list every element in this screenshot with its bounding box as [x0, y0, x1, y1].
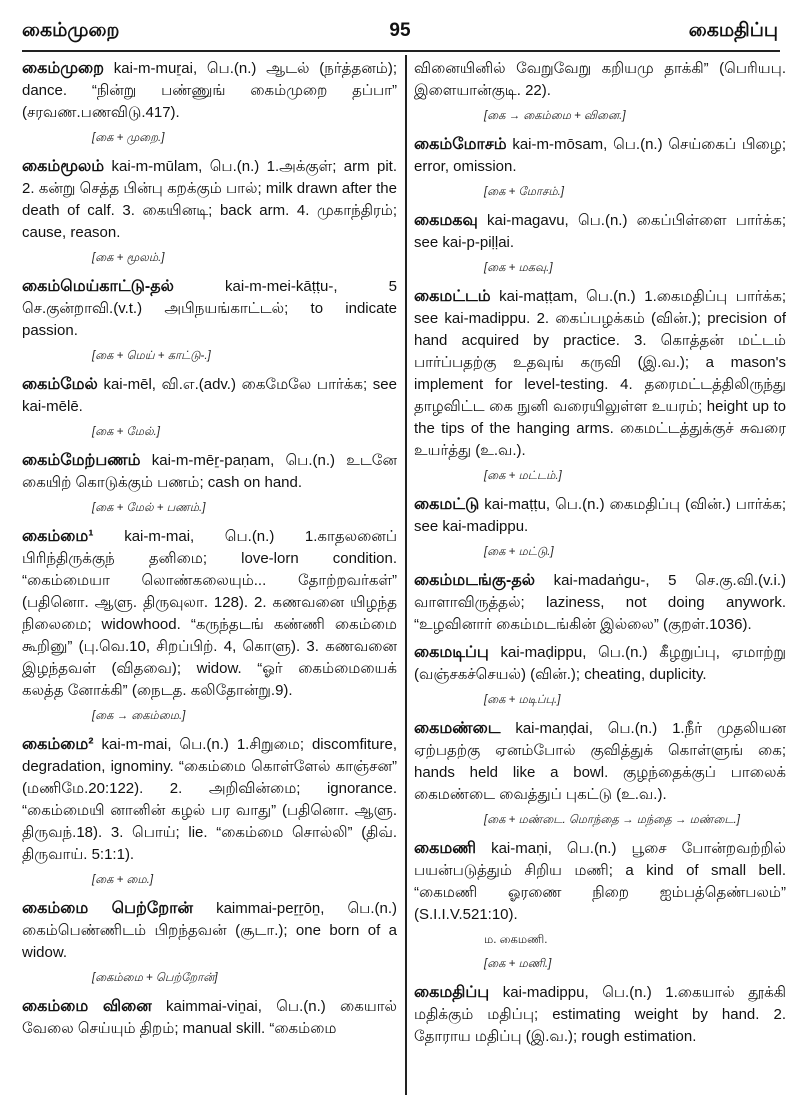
entry-definition: kai-madippu, பெ.(n.) 1.கையால் தூக்கி மதிக்கும் மதிப்பு; estimating weight by hand. 2. தோராய மதிப்பு (இ.வ.); rough estimation.	[414, 984, 786, 1045]
left-column	[22, 58, 397, 1098]
dictionary-entry	[414, 494, 786, 538]
entry-headword: கைமடிப்பு	[414, 644, 489, 661]
entry-definition: kai-maḍippu, பெ.(n.) கீழறுப்பு, ஏமாற்று (வஞ்சகச்செயல்) (வின்.); cheating, duplicity.	[414, 644, 786, 683]
dictionary-entry	[22, 58, 397, 124]
entry-headword: கைமட்டு	[414, 496, 480, 513]
etymology-note: [கை + மேல்.]	[92, 426, 160, 438]
etymology-note: [கை + மகவு.]	[484, 262, 553, 274]
dictionary-entry	[414, 570, 786, 636]
column-divider	[405, 55, 407, 1095]
running-head-left: கைம்முறை	[22, 20, 120, 41]
dictionary-entry	[414, 982, 786, 1048]
etymology-note: [கைம்மை + பெற்றோன்]	[92, 972, 218, 984]
dictionary-entry	[414, 58, 786, 102]
entry-definition: kai-m-mei-kāṭṭu-, 5 செ.குன்றாவி.(v.t.) அபிநயங்காட்டல்; to indicate passion.	[22, 278, 397, 339]
entry-headword: கைமணி	[414, 840, 477, 857]
entry-definition: kai-m-mūlam, பெ.(n.) 1.அக்குள்; arm pit. 2. கன்று செத்த பின்பு கறக்கும் பால்; milk drawn after the death of calf. 3. கையினடி; back arm. 4. முகாந்திரம்; cause, reason.	[22, 158, 397, 241]
entry-definition: kai-magavu, பெ.(n.) கைப்பிள்ளை பார்க்க; see kai-p-piḷḷai.	[414, 212, 786, 251]
etymology-note: [கை + முறை.]	[92, 132, 165, 144]
etymology-note: [கை + மூலம்.]	[92, 252, 165, 264]
running-head-right: கைமதிப்பு	[688, 20, 778, 41]
entry-definition: kai-maṇi, பெ.(n.) பூசை போன்றவற்றில் பயன்படுத்தும் சிறிய மணி; a kind of small bell. “கைமணி ஓரணை நிறை ஐம்பத்தெண்பலம்” (S.I.I.V.521:10).	[414, 840, 786, 923]
dictionary-entry	[22, 526, 397, 702]
entry-definition: kai-maṇḍai, பெ.(n.) 1.நீர் முதலியன ஏற்பதற்கு ஏனம்போல் குவித்துக் கொள்ளுங் கை; hands held like a bowl. குழந்தைக்குப் பாலைக் கைமண்டை வைத்துப் புகட்டு (உ.வ.).	[414, 720, 786, 803]
entry-headword: கைம்மேல்	[22, 376, 98, 393]
entry-definition: kai-m-mōsam, பெ.(n.) செய்கைப் பிழை; error, omission.	[414, 136, 786, 175]
entry-headword: கைம்மை¹	[22, 528, 94, 545]
etymology-note: [கை + மண்டை. மொந்தை → மந்தை → மண்டை.]	[484, 814, 740, 826]
dictionary-entry	[22, 996, 397, 1040]
dictionary-entry	[414, 286, 786, 462]
entry-headword: கைமகவு	[414, 212, 478, 229]
entry-headword: கைம்மூலம்	[22, 158, 105, 175]
dictionary-entry	[22, 276, 397, 342]
entry-definition: kai-m-mai, பெ.(n.) 1.சிறுமை; discomfiture, degradation, ignominy. “கைம்மை கொள்ளேல் காஞ்சன” (மணிமே.20:122). 2. அறிவின்மை; ignorance. “கைம்மையி னானின் கழல் பர வாது” (பதினொ. ஆளு. திருவந்.18). 3. பொய்; lie. “கைம்மை சொல்லி” (திவ். திருவாய். 5:1:1).	[22, 736, 397, 863]
entry-definition: kaimmai-viṉai, பெ.(n.) கையால் வேலை செய்யும் திறம்; manual skill. “கைம்மை	[22, 998, 397, 1037]
cognate-note: ம. கைமணி.	[484, 934, 548, 946]
etymology-note: [கை + மை.]	[92, 874, 154, 886]
entry-headword: கைம்மேற்பணம்	[22, 452, 141, 469]
entry-headword: கைம்முறை	[22, 60, 105, 77]
etymology-note: [கை + மட்டம்.]	[484, 470, 562, 482]
entry-definition: kai-maṭṭu, பெ.(n.) கைமதிப்பு (வின்.) பார்க்க; see kai-madippu.	[414, 496, 786, 535]
etymology-note: [கை + மோசம்.]	[484, 186, 564, 198]
entry-headword: கைமதிப்பு	[414, 984, 490, 1001]
page-header	[0, 0, 800, 50]
right-column	[414, 58, 786, 1098]
dictionary-entry	[414, 642, 786, 686]
dictionary-entry	[22, 156, 397, 244]
entry-headword: கைம்மை வினை	[22, 998, 152, 1015]
entry-headword: கைம்மை பெற்றோன்	[22, 900, 193, 917]
dictionary-entry	[414, 838, 786, 926]
etymology-note: [கை + மெய் + காட்டு-.]	[92, 350, 211, 362]
dictionary-entry	[22, 898, 397, 964]
entry-headword: கைம்மெய்காட்டு-தல்	[22, 278, 174, 295]
entry-headword: கைமண்டை	[414, 720, 501, 737]
dictionary-entry	[22, 374, 397, 418]
dictionary-entry	[414, 210, 786, 254]
etymology-note: [கை + மடிப்பு.]	[484, 694, 561, 706]
etymology-note: [கை + மேல் + பணம்.]	[92, 502, 206, 514]
entry-definition: kai-m-mai, பெ.(n.) 1.காதலனைப் பிரிந்திருக்குந் தனிமை; love-lorn condition. “கைம்மையா லொண்கலையும்... தோற்றவர்கள்” (பதினொ. ஆளு. திருவுலா. 128). 2. கணவனை யிழந்த நிலைமை; widowhood. “கருந்தடங் கண்ணி கைம்மை கூறினு” (பு.வெ.10, சிறப்பிற். 4, கொளு). 3. கணவனை இழந்தவள் (விதவை); widow. “ஓர் கைம்மையைக் கலத்த னோக்கி” (நைடத. கலிதோன்று.9).	[22, 528, 397, 699]
entry-definition: kaimmai-peṟṟōṉ, பெ.(n.) கைம்பெண்ணிடம் பிறந்தவன் (சூடா.); one born of a widow.	[22, 900, 397, 961]
entry-definition: kai-madaṅgu-, 5 செ.கு.வி.(v.i.) வாளாவிருத்தல்; laziness, not doing anywork. “உழவினார் கைம்மடங்கின் இல்லை” (குறள்.1036).	[414, 572, 786, 633]
entry-headword: கைம்மை²	[22, 736, 94, 753]
entry-headword: கைமட்டம்	[414, 288, 491, 305]
etymology-note: [கை → கைம்மை + வினை.]	[484, 110, 626, 122]
entry-definition: kai-m-mēṟ-paṇam, பெ.(n.) உடனே கையிற் கொடுக்கும் பணம்; cash on hand.	[22, 452, 397, 491]
entry-headword: கைம்மடங்கு-தல்	[414, 572, 536, 589]
etymology-note: [கை → கைம்மை.]	[92, 710, 186, 722]
etymology-note: [கை + மட்டு.]	[484, 546, 554, 558]
dictionary-entry	[22, 450, 397, 494]
entry-headword: கைம்மோசம்	[414, 136, 507, 153]
etymology-note: [கை + மணி.]	[484, 958, 552, 970]
dictionary-entry	[414, 718, 786, 806]
header-rule	[22, 50, 780, 52]
dictionary-entry	[414, 134, 786, 178]
entry-definition: kai-mēl, வி.எ.(adv.) கைமேலே பார்க்க; see kai-mēlē.	[22, 376, 397, 415]
page-number: 95	[389, 20, 411, 41]
entry-definition: kai-maṭṭam, பெ.(n.) 1.கைமதிப்பு பார்க்க; see kai-madippu. 2. கைப்பழக்கம் (வின்.); precision of hand acquired by practice. 3. கொத்தன் மட்டம் பார்ப்பதற்கு உதவுங் கருவி (இ.வ.); a mason's implement for level-testing. 4. தரைமட்டத்திலிருந்து தாழவிட்ட கை நுனி வரையிலுள்ள உயரம்; height up to the tips of the hanging arms. கைமட்டத்துக்குச் சுவரை உயர்த்து (உ.வ.).	[414, 288, 786, 459]
entry-definition: kai-m-muṟai, பெ.(n.) ஆடல் (நர்த்தனம்); dance. “நின்று பண்ணுங் கைம்முறை தப்பா” (சரவண.பணவிடு.417).	[22, 60, 397, 121]
entry-definition: வினையினில் வேறுவேறு கறியமு தாக்கி” (பெரியபு. இளையான்குடி. 22).	[414, 60, 786, 99]
dictionary-entry	[22, 734, 397, 866]
